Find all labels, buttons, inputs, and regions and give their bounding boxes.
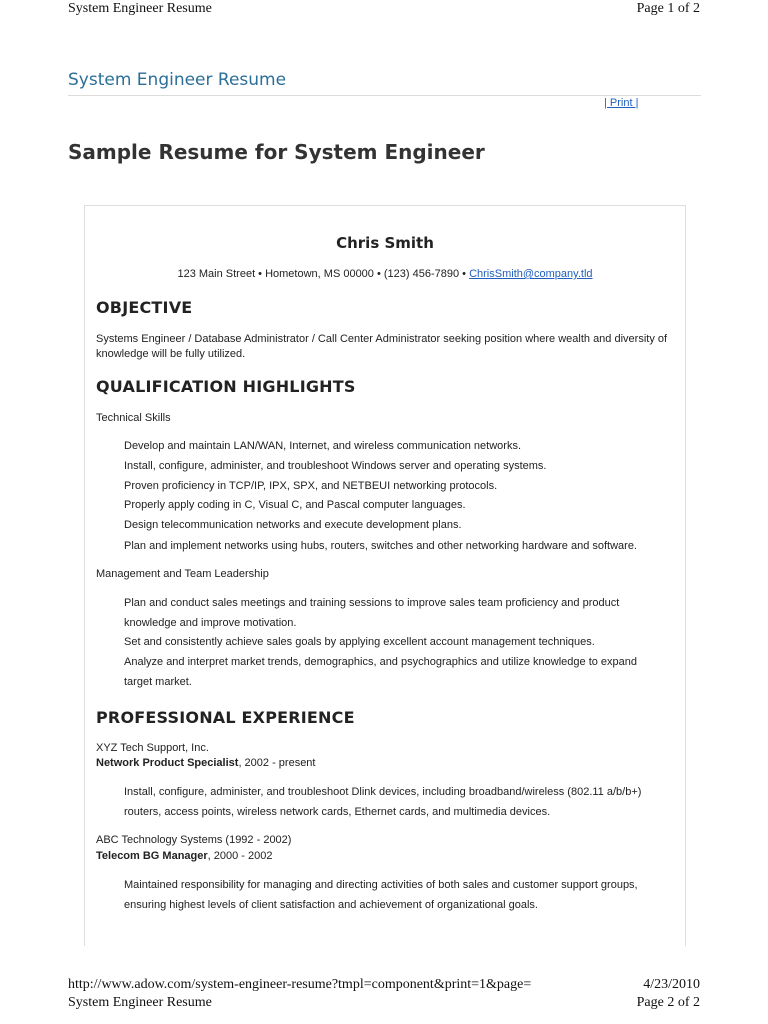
title-divider	[68, 95, 701, 96]
technical-skill-item: Proven proficiency in TCP/IP, IPX, SPX, and NETBEUI networking protocols.	[124, 480, 498, 492]
management-item: Plan and conduct sales meetings and training sessions to improve sales team proficiency and product knowledge and improve motivation.	[124, 597, 620, 629]
site-title: System Engineer Resume	[68, 70, 287, 90]
technical-skill-item: Design telecommunication networks and execute development plans.	[124, 519, 462, 531]
technical-skill-item: Properly apply coding in C, Visual C, and Pascal computer languages.	[124, 499, 466, 511]
job-role: Telecom BG Manager	[96, 850, 208, 862]
page-title: Sample Resume for System Engineer	[68, 140, 485, 164]
technical-skill-item: Install, configure, administer, and troubleshoot Windows server and operating systems.	[124, 460, 547, 472]
experience-heading: PROFESSIONAL EXPERIENCE	[96, 708, 355, 727]
contact-line	[85, 268, 685, 280]
management-item: Analyze and interpret market trends, demographics, and psychographics and utilize knowledge to expand target market.	[124, 656, 638, 688]
job-company: ABC Technology Systems (1992 - 2002)	[96, 834, 292, 846]
footer-page-indicator: Page 2 of 2	[636, 995, 700, 1010]
job-title-line	[96, 757, 316, 769]
technical-skill-item: Plan and implement networks using hubs, routers, switches and other networking hardware and software.	[124, 540, 637, 552]
technical-skills-label: Technical Skills	[96, 412, 171, 424]
contact-text: 123 Main Street • Hometown, MS 00000 • (123) 456-7890 •	[177, 268, 470, 280]
resume-name: Chris Smith	[336, 234, 434, 252]
print-link[interactable]: | Print |	[604, 97, 639, 109]
email-link[interactable]: ChrisSmith@company.tld	[469, 268, 593, 280]
job-dates: , 2000 - 2002	[207, 850, 273, 862]
objective-text: Systems Engineer / Database Administrator / Call Center Administrator seeking position where wealth and diversity of knowledge will be fully utilized.	[96, 333, 668, 360]
job-title-line	[96, 850, 273, 862]
footer-url: http://www.adow.com/system-engineer-resume?tmpl=component&print=1&page=	[68, 977, 532, 992]
job-company: XYZ Tech Support, Inc.	[96, 742, 209, 754]
job-dates: , 2002 - present	[238, 757, 316, 769]
objective-heading: OBJECTIVE	[96, 298, 193, 317]
technical-skill-item: Develop and maintain LAN/WAN, Internet, and wireless communication networks.	[124, 440, 521, 452]
header-doc-title: System Engineer Resume	[68, 1, 212, 16]
header-page-indicator: Page 1 of 2	[636, 1, 700, 16]
resume-container	[84, 205, 686, 946]
footer-doc-title: System Engineer Resume	[68, 995, 212, 1010]
job-description: Maintained responsibility for managing and directing activities of both sales and customer support groups, ensuring highest levels of client satisfaction and achievement of organizational goals.	[124, 879, 638, 911]
qualifications-heading: QUALIFICATION HIGHLIGHTS	[96, 377, 356, 396]
management-label: Management and Team Leadership	[96, 568, 269, 580]
job-role: Network Product Specialist	[96, 757, 239, 769]
footer-date: 4/23/2010	[643, 977, 700, 992]
management-item: Set and consistently achieve sales goals by applying excellent account management techniques.	[124, 636, 595, 648]
job-description: Install, configure, administer, and troubleshoot Dlink devices, including broadband/wireless (802.11 a/b/b+) routers, access points, wireless network cards, Ethernet cards, and multimedia devices.	[124, 786, 642, 818]
